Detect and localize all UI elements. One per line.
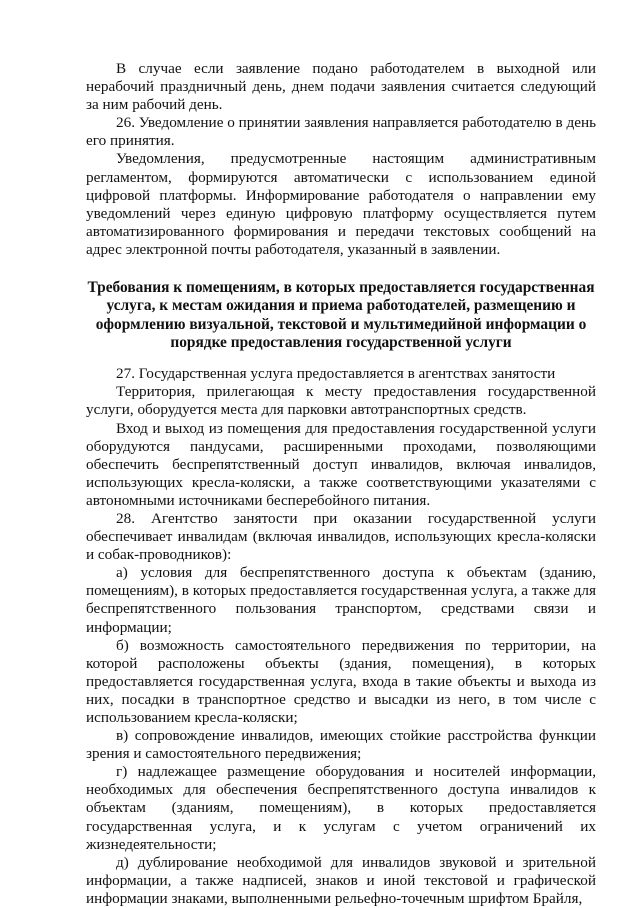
paragraph-26-notification: 26. Уведомление о принятии заявления направляется работодателю в день его принятия. — [86, 114, 596, 150]
paragraph-28-accessibility: 28. Агентство занятости при оказании государственной услуги обеспечивает инвалидам (включая инвалидов, использующих кресла-коляски и собак-проводников): — [86, 509, 596, 564]
paragraph-item-v: в) сопровождение инвалидов, имеющих стойкие расстройства функции зрения и самостоятельного передвижения; — [86, 727, 596, 763]
paragraph-territory-parking: Территория, прилегающая к месту предоставления государственной услуги, оборудуется места для парковки автотранспортных средств. — [86, 383, 596, 419]
paragraph-item-b: б) возможность самостоятельного передвижения по территории, на которой расположены объекты (здания, помещения), в которых предоставляется государственная услуга, входа в такие объекты и выхода из них, посадки в транспортное средство и высадки из него, в том числе с использованием кресла-коляски; — [86, 636, 596, 726]
paragraph-notifications-platform: Уведомления, предусмотренные настоящим административным регламентом, формируются автоматически с использованием единой цифровой платформы. Информирование работодателя о направлении ему уведомлений через единую цифровую платформу осуществляется путем автоматизированного формирования и передачи текстовых сообщений на адрес электронной почты работодателя, указанный в заявлении. — [86, 150, 596, 258]
paragraph-item-d: д) дублирование необходимой для инвалидов звуковой и зрительной информации, а также надписей, знаков и иной текстовой и графической информации знаками, выполненными рельефно-точечным шрифтом Брайля, — [86, 853, 596, 907]
paragraph-entrance-ramps: Вход и выход из помещения для предоставления государственной услуги оборудуются пандусами, расширенными проходами, позволяющими обеспечить беспрепятственный доступ инвалидов, включая инвалидов, использующих кресла-коляски, а также соответствующими указателями с автономными источниками бесперебойного питания. — [86, 419, 596, 509]
paragraph-item-g: г) надлежащее размещение оборудования и носителей информации, необходимых для обеспечения беспрепятственного доступа инвалидов к объектам (зданиям, помещениям), в которых предоставляется государственная услуга, и к услугам с учетом ограничений их жизнедеятельности; — [86, 763, 596, 853]
paragraph-27-agencies: 27. Государственная услуга предоставляется в агентствах занятости — [116, 365, 556, 383]
paragraph-weekend-submission: В случае если заявление подано работодателем в выходной или нерабочий праздничный день, днем подачи заявления считается следующий за ним рабочий день. — [86, 60, 596, 114]
paragraph-item-a: а) условия для беспрепятственного доступа к объектам (зданию, помещениям), в которых предоставляется государственная услуга, а также для беспрепятственного пользования транспортом, средствами связи и информации; — [86, 564, 596, 636]
section-heading: Требования к помещениям, в которых предоставляется государственная услуга, к местам ожидания и приема работодателей, размещению и оформлению визуальной, текстовой и мультимедийной информации о порядке предоставления государственной услуги — [87, 279, 595, 351]
document-page — [86, 60, 596, 908]
